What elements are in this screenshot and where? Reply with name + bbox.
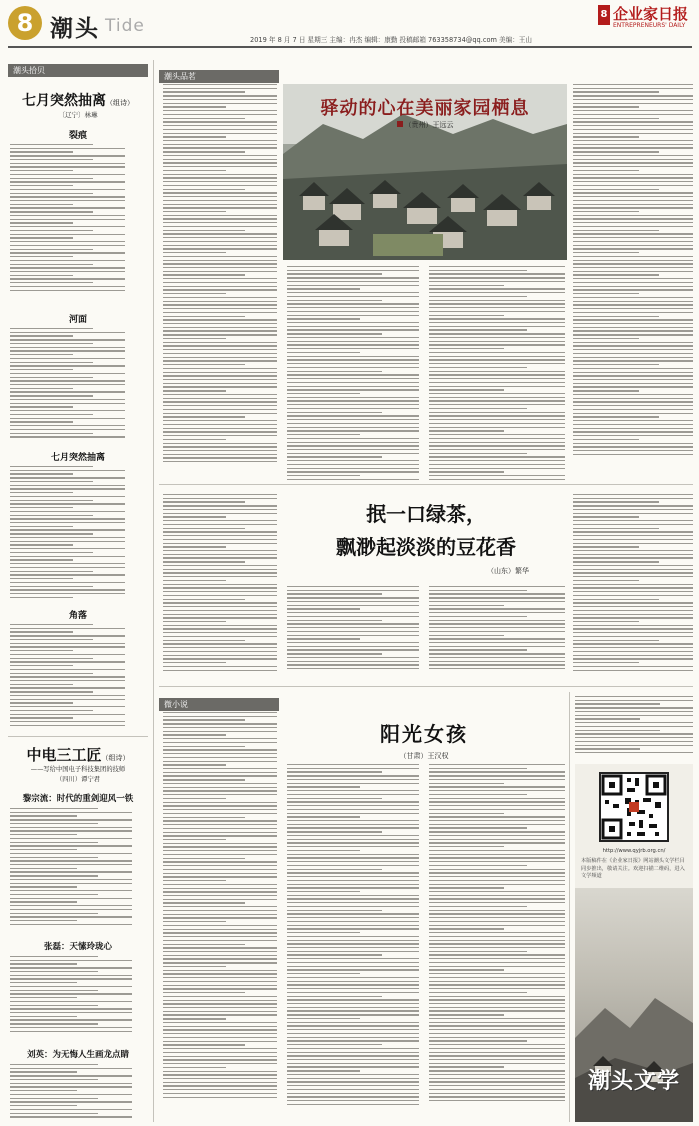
divider xyxy=(159,686,693,687)
poem-title xyxy=(8,744,148,765)
article-text xyxy=(287,586,419,678)
paper-name-en: ENTREPRENEURS' DAILY xyxy=(613,22,686,29)
issue-meta: 2019 年 8 月 7 日 星期三 主编：冉杰 编辑：康勤 投稿邮箱 763358734@qq.com 美编：王山 xyxy=(250,36,532,44)
poem-text xyxy=(10,144,125,294)
page-number-badge: 8 xyxy=(8,6,42,40)
poem-title-sub: （组诗） xyxy=(101,754,130,762)
section-title: 潮头 xyxy=(50,16,100,42)
promo-url[interactable]: http://www.qyjrb.org.cn/ xyxy=(602,848,666,854)
poem-text xyxy=(10,1064,132,1120)
column-divider xyxy=(153,60,154,1122)
story-text xyxy=(575,696,693,756)
poem-text xyxy=(10,328,125,440)
column-label: 潮头拾贝 xyxy=(8,64,148,77)
masthead-rule xyxy=(8,46,692,48)
poem-title xyxy=(8,90,148,110)
qr-code[interactable] xyxy=(599,772,669,842)
article-text xyxy=(573,494,693,678)
story-text xyxy=(287,764,419,1122)
bottom-section xyxy=(159,692,693,1124)
masthead xyxy=(0,0,699,52)
paper-name: 企业家日报 xyxy=(613,5,689,23)
column-divider xyxy=(569,692,570,1122)
poem-text xyxy=(10,624,125,730)
center-middle xyxy=(159,490,693,682)
poem-text xyxy=(10,956,132,1036)
subsection-heading: 角落 xyxy=(68,611,87,621)
brand-title: 潮头文学 xyxy=(587,1068,680,1094)
poem-title-text: 中电三工匠 xyxy=(26,746,102,764)
article2-title-line2: 飘渺起淡淡的豆花香 xyxy=(336,535,516,559)
paper-edition-icon: 8 xyxy=(598,5,610,25)
poem-author: （四川）谭宁君 xyxy=(55,776,101,783)
subsection-heading: 裂痕 xyxy=(68,131,87,141)
feature-author-text: （贵州）王远云 xyxy=(404,121,454,129)
author-marker-icon xyxy=(397,121,403,127)
column-label: 微小说 xyxy=(159,698,279,711)
center-top xyxy=(159,64,693,484)
poem-author: 〔辽宁〕林琳 xyxy=(58,111,98,119)
poem-subtitle: ——写给中国电子科技集团的技师 xyxy=(30,766,126,773)
article-text xyxy=(429,266,565,482)
subsection-heading: 河面 xyxy=(68,315,87,325)
story-title xyxy=(283,718,565,761)
feature-photo xyxy=(283,84,567,260)
divider xyxy=(8,736,148,737)
story-text xyxy=(163,712,277,1122)
poem-title-sub: （组诗） xyxy=(106,99,134,107)
article-text xyxy=(573,84,693,482)
subsection-heading: 七月突然抽离 xyxy=(50,453,105,463)
promo-caption: 本版稿件在《企业家日报》网站潮头文学栏目同步推出，敬请关注。欢迎扫描二维码，进入文学频道 xyxy=(581,858,685,879)
subsection-heading: 刘英：为无悔人生画龙点睛 xyxy=(26,1050,129,1060)
story-text xyxy=(429,764,565,1122)
story-author: （甘肃）王汉权 xyxy=(399,752,449,760)
column-label: 潮头品茗 xyxy=(159,70,279,83)
section-title-en: Tide xyxy=(105,16,145,36)
article-text xyxy=(163,494,277,678)
qr-code-icon xyxy=(601,774,667,840)
poem-text xyxy=(10,466,125,598)
article2-author: （山东）繁华 xyxy=(487,567,529,575)
poem-title-text: 七月突然抽离 xyxy=(22,93,106,109)
article-text xyxy=(287,266,419,482)
article2-title xyxy=(283,498,569,576)
poem-text xyxy=(10,808,132,928)
story-title-text: 阳光女孩 xyxy=(380,722,468,746)
literary-scenery-image xyxy=(575,888,693,1122)
article-text xyxy=(429,586,565,678)
feature-author xyxy=(283,120,567,130)
promo-block xyxy=(575,764,693,1122)
paper-logo xyxy=(598,3,692,33)
feature-title: 驿动的心在美丽家园栖息 xyxy=(320,98,530,119)
left-column xyxy=(8,64,148,1124)
subsection-heading: 张磊：天愫玲珑心 xyxy=(43,942,112,952)
divider xyxy=(159,484,693,485)
article2-title-line1: 抿一口绿茶， xyxy=(366,502,486,526)
subsection-heading: 黎宗流：时代的重剑迎风一铁 xyxy=(22,794,134,804)
article-text xyxy=(163,84,277,484)
